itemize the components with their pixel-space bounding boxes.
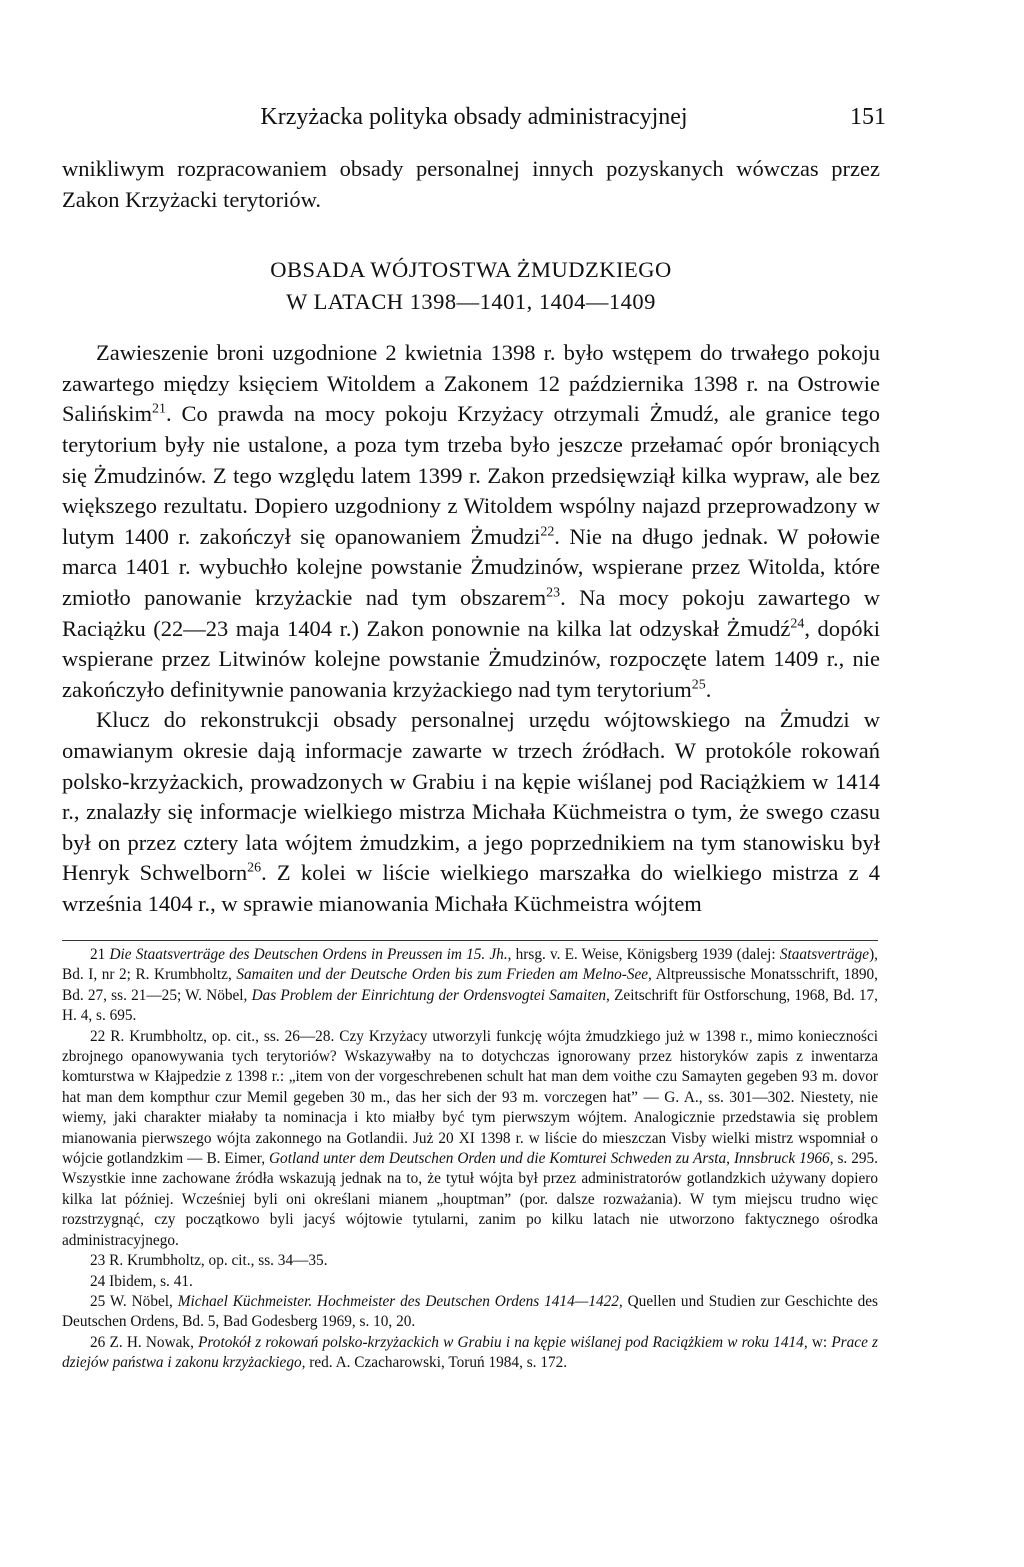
footnote-text: 25 W. Nöbel, (90, 1292, 178, 1310)
footnote-26 (62, 1333, 878, 1374)
footnote-title: Samaiten und der Deutsche Orden bis zum Frieden am Melno-See, (236, 966, 652, 984)
running-header (62, 100, 886, 134)
footnote-text: red. A. Czacharowski, Toruń 1984, s. 172. (305, 1354, 568, 1372)
footnote-21 (62, 945, 878, 1027)
footnote-title: Staatsverträge (779, 946, 870, 963)
footnote-text: ), Bd. I, nr 2; R. Krumbholtz, (62, 946, 878, 984)
running-title: Krzyżacka polityka obsady administracyjnej (260, 104, 688, 130)
footnote-text: , hrsg. v. E. Weise, Königsberg 1939 (dalej: (507, 946, 780, 963)
footnote-title: Prace z dziejów państwa i zakonu krzyżackiego, (62, 1333, 878, 1372)
section-heading (62, 254, 880, 318)
paragraph-text: . Na mocy pokoju zawartego w Raciążku (22—23 maja 1404 r.) Zakon ponownie na kilka lat odzyskał Żmudź (62, 584, 880, 641)
footnote-title: Die Staatsverträge des Deutschen Ordens in Preussen im 15. Jh. (109, 946, 508, 963)
paragraph-text: Klucz do rekonstrukcji obsady personalnej urzędu wójtowskiego na Żmudzi w omawianym okresie dają informacje zawarte w trzech źródłach. W protokóle rokowań polsko-krzyżackich, prowadzonych w Grabiu i na kępie wiślanej pod Raciążkiem w 1414 r., znalazły się informacje wielkiego mistrza Michała Küchmeistra o tym, że swego czasu był on przez cztery lata wójtem żmudzkim, a jego poprzednikiem na tym stanowisku był Henryk Schwelborn (62, 707, 880, 886)
footnote-text: 26 Z. H. Nowak, (90, 1333, 199, 1351)
section-heading-line-2: W LATACH 1398—1401, 1404—1409 (286, 289, 656, 315)
footnote-text: 21 (90, 946, 110, 963)
footnote-text: w: (807, 1333, 832, 1351)
footnote-24: 24 Ibidem, s. 41. (90, 1272, 193, 1290)
footnote-ref: 23 (546, 585, 561, 601)
footnote-ref: 25 (691, 677, 706, 693)
footnote-separator (62, 940, 878, 941)
footnote-ref: 21 (152, 401, 166, 417)
paragraph-2 (62, 705, 880, 919)
footnote-title: Michael Küchmeister. Hochmeister des Deutschen Ordens 1414—1422, (177, 1292, 623, 1310)
paragraph-text: . Nie na długo jednak. W połowie marca 1401 r. wybuchło kolejne powstanie Żmudzinów, wspierane przez Witolda, które zmiotło panowanie krzyżackie nad tym obszarem (62, 523, 880, 610)
footnote-title: Das Problem der Einrichtung der Ordensvogtei Samaiten, (251, 986, 610, 1004)
footnote-25 (62, 1292, 878, 1333)
footnote-text: , s. 295. Wszystkie inne zachowane źródła wskazują jednak na to, że tytuł wójta był przez administratorów gotlandzkich używany dopiero kilka lat później. Wcześniej byli oni określani mianem „houptman” (por. dalsze rozważania). W tym miejscu trudno więc rozstrzygnąć, czy początkowo byli jacyś wójtowie tytularni, zanim po kilku latach nie utworzono faktycznego ośrodka administracyjnego. (62, 1150, 878, 1249)
footnote-text: Altpreussische Monatsschrift, 1890, Bd. 27, ss. 21—25; W. Nöbel, (62, 966, 878, 1004)
footnote-title: Protokół z rokowań polsko-krzyżackich w Grabiu i na kępie wiślanej pod Raciążkiem w roku 1414, (198, 1333, 808, 1351)
footnote-text: 22 R. Krumbholtz, op. cit., ss. 26—28. Czy Krzyżacy utworzyli funkcję wójta żmudzkiego już w 1398 r., mimo konieczności zbrojnego opanowywania tych terytoriów? Wskazywałby na to dotychczas ignorowany przez historyków zapis z inwentarza komturstwa w Kłajpedzie z 1398 r.: „item von der vorgeschrebenen schult hat man dem voithe czu Samayten gegeben 93 m. dovor hat man dem kompthur czur Memil gegeben 30 m., das her sich der 93 m. vorczegen hat” — G. A., ss. 301—302. Niestety, nie wiemy, jaki charakter miałaby ta nominacja i kto miałby być tym pierwszym wójtem. Analogicznie przedstawia się problem mianowania pierwszego wójta zakonnego na Gotlandii. Już 20 XI 1398 r. w liście do mieszczan Visby wielki mistrz wspomniał o wójcie gotlandzkim — B. Eimer, (62, 1027, 878, 1168)
footnote-text: Quellen und Studien zur Geschichte des Deutschen Ordens, Bd. 5, Bad Godesberg 1969, s. 10, 20. (62, 1292, 878, 1331)
footnote-ref: 24 (790, 616, 805, 632)
footnote-title: Gotland unter dem Deutschen Orden und die Komturei Schweden zu Arsta, Innsbruck 1966 (269, 1150, 830, 1168)
page-number: 151 (850, 104, 886, 130)
main-text (62, 154, 880, 919)
paragraph-text: Zawieszenie broni uzgodnione 2 kwietnia 1398 r. było wstępem do trwałego pokoju zawartego między księciem Witoldem a Zakonem 12 października 1398 r. na Ostrowie Salińskim (62, 340, 880, 427)
footnote-23: 23 R. Krumbholtz, op. cit., ss. 34—35. (90, 1252, 328, 1270)
intro-paragraph: wnikliwym rozpracowaniem obsady personalnej innych pozyskanych wówczas przez Zakon Krzyżacki terytoriów. (62, 156, 880, 212)
footnote-ref: 22 (540, 524, 555, 540)
paragraph-1 (62, 338, 880, 705)
footnote-22 (62, 1027, 878, 1251)
footnotes (62, 945, 878, 1374)
paragraph-text: . (705, 676, 712, 702)
section-heading-line-1: OBSADA WÓJTOSTWA ŻMUDZKIEGO (270, 257, 672, 283)
paragraph-text: . Z kolei w liście wielkiego marszałka do wielkiego mistrza z 4 września 1404 r., w sprawie mianowania Michała Küchmeistra wójtem (62, 860, 881, 916)
footnote-ref: 26 (247, 860, 262, 876)
paragraph-text: . Co prawda na mocy pokoju Krzyżacy otrzymali Żmudź, ale granice tego terytorium były nie ustalone, a poza tym trzeba było jeszcze przełamać opór broniących się Żmudzinów. Z tego względu latem 1399 r. Zakon przedsięwziął kilka wypraw, ale bez większego rezultatu. Dopiero uzgodniony z Witoldem wspólny najazd przeprowadzony w lutym 1400 r. zakończył się opanowaniem Żmudzi (62, 401, 880, 549)
paragraph-text: , dopóki wspierane przez Litwinów kolejne powstanie Żmudzinów, rozpoczęte latem 1409 r., nie zakończyło definitywnie panowania krzyżackiego nad tym terytorium (62, 615, 880, 702)
footnote-text: Zeitschrift für Ostforschung, 1968, Bd. 17, H. 4, s. 695. (62, 986, 878, 1025)
